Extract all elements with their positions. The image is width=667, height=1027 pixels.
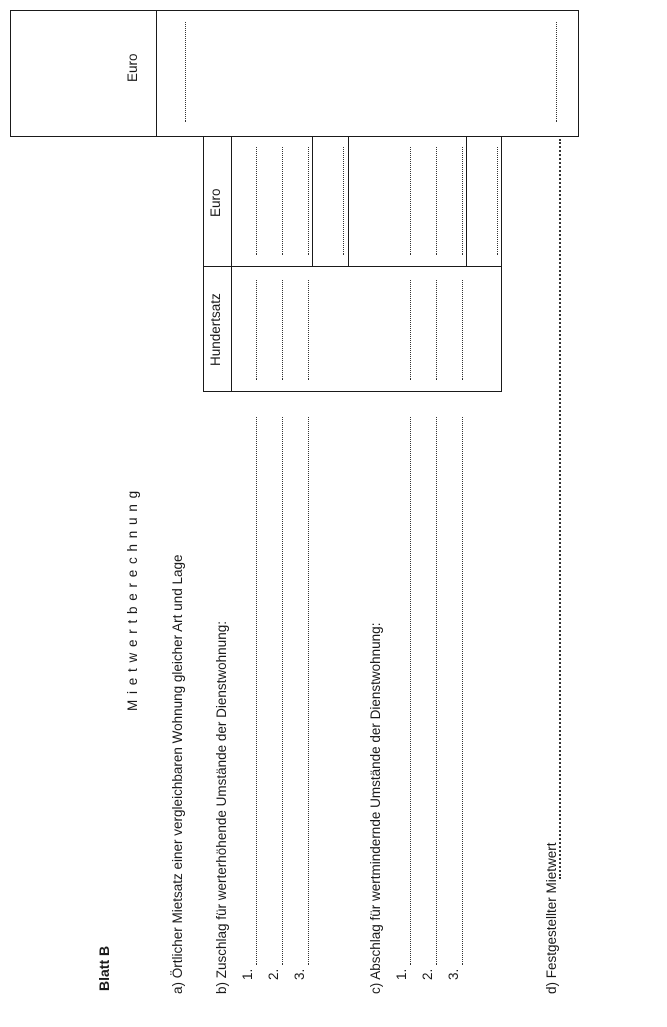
section-c-item-3-euro-field[interactable] xyxy=(462,147,463,255)
section-b-label: b) Zuschlag für werterhöhende Umstände der Dienstwohnung: xyxy=(214,621,229,994)
section-c-item-1-percent-field[interactable] xyxy=(410,280,411,380)
section-b-sum-line xyxy=(312,137,313,267)
section-b-item-2-percent-field[interactable] xyxy=(282,280,283,380)
section-c-item-3-description-field[interactable] xyxy=(462,417,463,965)
section-c-label: c) Abschlag für wertmindernde Umstände der Dienstwohnung: xyxy=(368,622,383,994)
section-c-item-1-euro-field[interactable] xyxy=(410,147,411,255)
section-c-item-3-number: 3. xyxy=(446,968,461,980)
section-c-item-2-number: 2. xyxy=(420,968,435,980)
table-right-border xyxy=(10,10,578,11)
subtable-bottom-border xyxy=(501,137,502,392)
section-b-item-1-percent-field[interactable] xyxy=(256,280,257,380)
table-bottom-border xyxy=(578,10,579,137)
section-a-label: a) Örtlicher Mietsatz einer vergleichbaren Wohnung gleicher Art und Lage xyxy=(170,554,185,994)
table-top-border xyxy=(10,10,11,137)
section-b-item-3-percent-field[interactable] xyxy=(308,280,309,380)
subtable-top-border xyxy=(203,137,204,392)
euro-column-header: Euro xyxy=(208,188,223,217)
section-d-label: d) Festgestellter Mietwert xyxy=(544,842,559,994)
section-c-item-3-percent-field[interactable] xyxy=(462,280,463,380)
percent-column-header: Hundertsatz xyxy=(208,293,223,366)
total-euro-header-divider xyxy=(156,10,157,137)
section-b-item-1-description-field[interactable] xyxy=(256,417,257,965)
section-c-item-2-percent-field[interactable] xyxy=(436,280,437,380)
section-c-sum-field[interactable] xyxy=(497,147,498,255)
total-euro-header: Euro xyxy=(125,53,140,82)
subtable-column-divider xyxy=(203,266,501,267)
section-c-item-2-description-field[interactable] xyxy=(436,417,437,965)
section-b-sum-bottom-line xyxy=(348,137,349,267)
table-divider-main xyxy=(10,136,578,137)
section-b-item-2-euro-field[interactable] xyxy=(282,147,283,255)
section-b-item-1-number: 1. xyxy=(240,968,255,980)
section-c-item-1-description-field[interactable] xyxy=(410,417,411,965)
section-b-item-2-description-field[interactable] xyxy=(282,417,283,965)
section-b-item-3-number: 3. xyxy=(292,968,307,980)
section-a-amount-field[interactable] xyxy=(185,22,186,122)
section-c-item-2-euro-field[interactable] xyxy=(436,147,437,255)
page-title: M i e t w e r t b e r e c h n u n g xyxy=(125,489,140,711)
section-b-sum-field[interactable] xyxy=(343,147,344,255)
subtable-header-divider xyxy=(231,137,232,392)
subtable-left-border xyxy=(203,391,501,392)
section-c-sum-line xyxy=(466,137,467,267)
section-b-item-3-description-field[interactable] xyxy=(308,417,309,965)
section-c-item-1-number: 1. xyxy=(394,968,409,980)
section-b-item-1-euro-field[interactable] xyxy=(256,147,257,255)
section-d-leader-dots xyxy=(559,139,561,879)
section-b-item-2-number: 2. xyxy=(266,968,281,980)
section-b-item-3-euro-field[interactable] xyxy=(308,147,309,255)
sheet-label: Blatt B xyxy=(96,945,112,991)
section-d-amount-field[interactable] xyxy=(556,22,557,122)
